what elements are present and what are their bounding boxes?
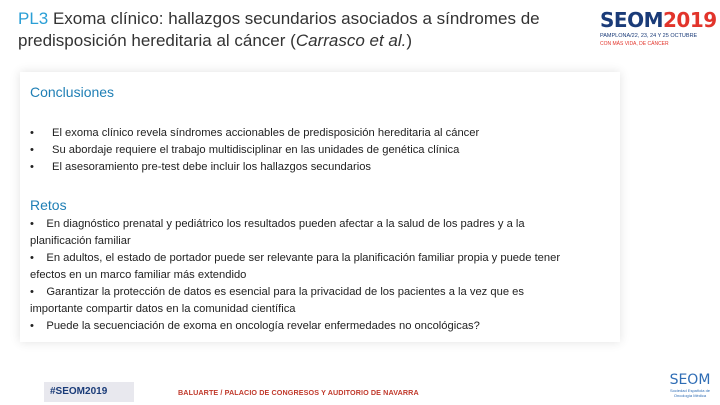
seom-footer-logo	[664, 372, 716, 398]
retos-heading: Retos	[30, 197, 67, 213]
slide-title	[18, 8, 578, 52]
slide-title-end: )	[406, 31, 413, 50]
seom-footer-name: SEOM	[669, 372, 711, 388]
conclusiones-list	[30, 125, 600, 176]
bullet-icon: •	[30, 218, 34, 230]
bullet-icon: •	[30, 161, 34, 173]
list-item: • En adultos, el estado de portador puede ser relevante para la planificación familiar propia y puede tener efectos en un marco familiar más extendido	[30, 252, 561, 281]
list-item: • En diagnóstico prenatal y pediátrico los resultados pueden afectar a la salud de los padres y a la planificación familiar	[30, 218, 525, 247]
list-item: • Puede la secuenciación de exoma en oncología revelar enfermedades no oncológicas?	[30, 320, 480, 332]
seom2019-logo	[600, 8, 717, 47]
logo-dates: PAMPLONA/22, 23, 24 Y 25 OCTUBRE	[600, 33, 698, 39]
logo-wordmark	[600, 8, 717, 32]
bullet-icon: •	[30, 144, 34, 156]
bullet-icon: •	[30, 252, 34, 264]
slide-title-text: Exoma clínico: hallazgos secundarios asociados a síndromes de predisposición hereditaria al cáncer (	[18, 9, 540, 50]
list-item: • Su abordaje requiere el trabajo multidisciplinar en las unidades de genética clínica	[30, 142, 600, 159]
logo-tagline: CON MÁS VIDA, DE CÁNCER	[600, 41, 669, 47]
bullet-icon: •	[30, 286, 34, 298]
logo-year: 2019	[662, 8, 717, 32]
list-item: • El asesoramiento pre-test debe incluir los hallazgos secundarios	[30, 159, 600, 176]
list-item: • El exoma clínico revela síndromes accionables de predisposición hereditaria al cáncer	[30, 125, 600, 142]
slide-code: PL3	[18, 9, 49, 28]
logo-name: SEOM	[600, 8, 663, 32]
bullet-icon: •	[30, 320, 34, 332]
conclusiones-heading: Conclusiones	[30, 84, 115, 100]
footer-hashtag: #SEOM2019	[50, 386, 108, 397]
bullet-icon: •	[30, 127, 34, 139]
list-item: • Garantizar la protección de datos es esencial para la privacidad de los pacientes a la vez que es importante compartir datos en la comunidad científica	[30, 286, 524, 315]
retos-list	[30, 216, 575, 335]
footer-venue: BALUARTE / PALACIO DE CONGRESOS Y AUDITORIO DE NAVARRA	[178, 388, 419, 397]
slide-authors: Carrasco et al.	[295, 31, 407, 50]
seom-footer-subtitle: Sociedad Española de Oncología Médica	[669, 388, 711, 398]
